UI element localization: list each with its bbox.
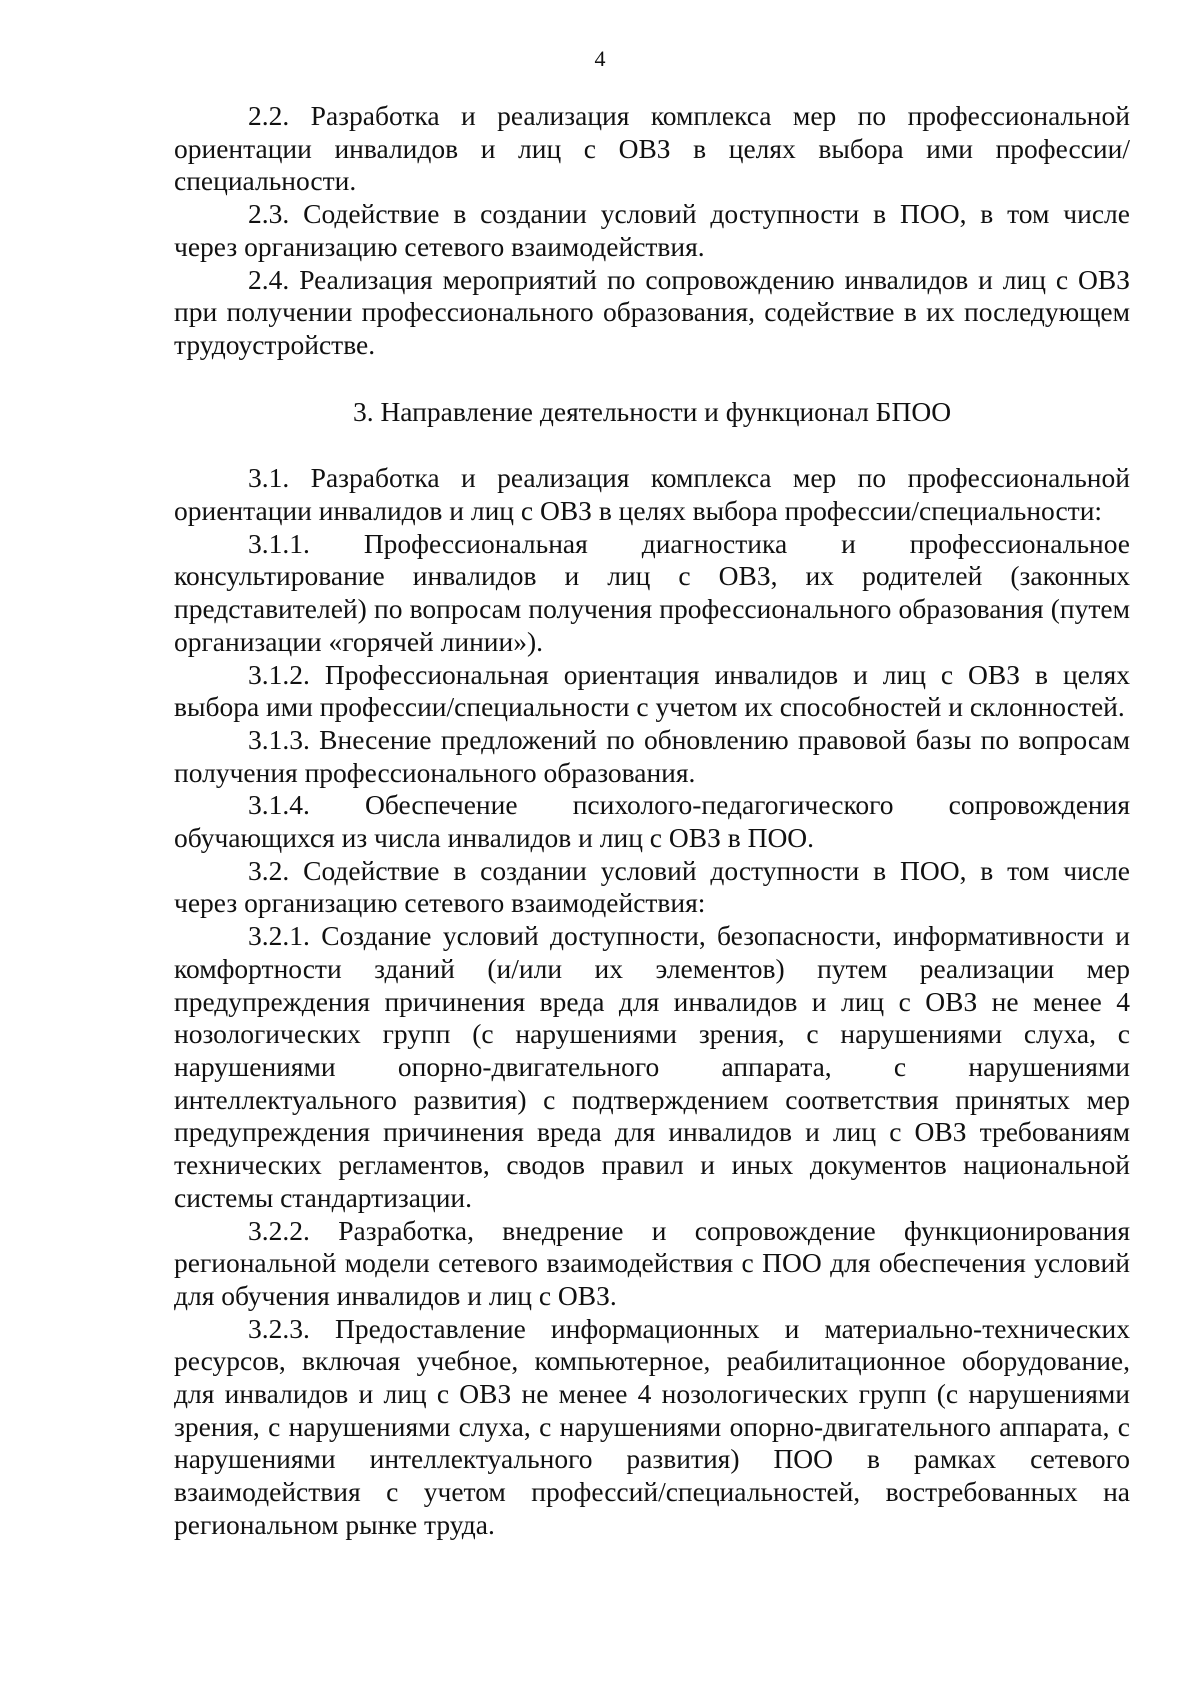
page-number: 4 xyxy=(594,46,606,71)
paragraph-3-1-4: 3.1.4. Обеспечение психолого-педагогического сопровождения обучающихся из числа инвалидов и лиц с ОВЗ в ПОО. xyxy=(174,789,1130,854)
paragraph-3-1: 3.1. Разработка и реализация комплекса мер по профессиональной ориентации инвалидов и лиц с ОВЗ в целях выбора профессии/специальности: xyxy=(174,462,1130,527)
section-heading: 3. Направление деятельности и функционал БПОО xyxy=(352,395,952,427)
paragraph-2-4: 2.4. Реализация мероприятий по сопровождению инвалидов и лиц с ОВЗ при получении профессионального образования, содействие в их последующем трудоустройстве. xyxy=(174,263,1130,360)
paragraph-3-1-2: 3.1.2. Профессиональная ориентация инвалидов и лиц с ОВЗ в целях выбора ими профессии/специальности с учетом их способностей и склонностей. xyxy=(174,658,1130,723)
paragraph-2-3: 2.3. Содействие в создании условий доступности в ПОО, в том числе через организацию сетевого взаимодействия. xyxy=(174,198,1130,262)
paragraph-3-2-2: 3.2.2. Разработка, внедрение и сопровождение функционирования региональной модели сетевого взаимодействия с ПОО для обеспечения условий для обучения инвалидов и лиц с ОВЗ. xyxy=(174,1214,1130,1311)
paragraph-3-2-3: 3.2.3. Предоставление информационных и материально-технических ресурсов, включая учебное, компьютерное, реабилитационное оборудование, для инвалидов и лиц с ОВЗ не менее 4 нозологических групп (с нарушениями зрения, с нарушениями слуха, с нарушениями опорно-двигательного аппарата, с нарушениями интеллектуального развития) ПОО в рамках сетевого взаимодействия с учетом профессий/специальностей, востребованных на региональном рынке труда. xyxy=(174,1312,1130,1540)
paragraph-2-2: 2.2. Разработка и реализация комплекса мер по профессиональной ориентации инвалидов и лиц с ОВЗ в целях выбора ими профессии/специальности. xyxy=(174,100,1130,197)
paragraph-3-1-1: 3.1.1. Профессиональная диагностика и профессиональное консультирование инвалидов и лиц с ОВЗ, их родителей (законных представителей) по вопросам получения профессионального образования (путем организации «горячей линии»). xyxy=(174,527,1130,657)
paragraph-3-2-1: 3.2.1. Создание условий доступности, безопасности, информативности и комфортности зданий (и/или их элементов) путем реализации мер предупреждения причинения вреда для инвалидов и лиц с ОВЗ не менее 4 нозологических групп (с нарушениями зрения, с нарушениями слуха, с нарушениями опорно-двигательного аппарата, с нарушениями интеллектуального развития) с подтверждением соответствия принятых мер предупреждения причинения вреда для инвалидов и лиц с ОВЗ требованиям технических регламентов, сводов правил и иных документов национальной системы стандартизации. xyxy=(174,920,1130,1213)
paragraph-3-2: 3.2. Содействие в создании условий доступности в ПОО, в том числе через организацию сетевого взаимодействия: xyxy=(174,854,1130,919)
document-body xyxy=(174,100,1130,1542)
paragraph-3-1-3: 3.1.3. Внесение предложений по обновлению правовой базы по вопросам получения профессионального образования. xyxy=(174,723,1130,788)
